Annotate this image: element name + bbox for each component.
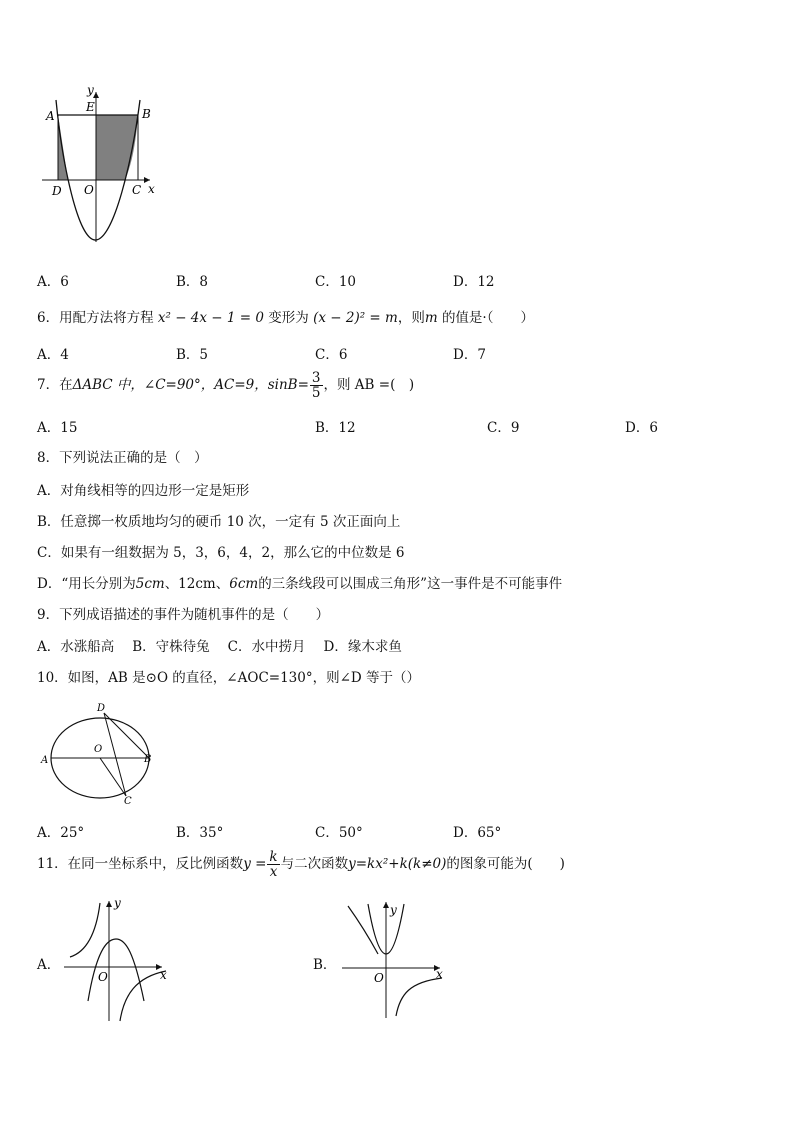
q6-option-d: D．7 [453, 347, 486, 363]
q9-stem: 9．下列成语描述的事件为随机事件的是（ ） [37, 607, 330, 623]
q8-stem: 8．下列说法正确的是（ ） [37, 450, 208, 466]
q7-stem: 7．在ΔABC 中，∠C=90°，AC=9，sinB= $\frac{3}{5}$ ，则 AB =( ) [37, 370, 415, 401]
q5-option-c: C．10 [315, 274, 357, 290]
q10-option-c: C．50° [315, 825, 363, 841]
q10-segment-db [104, 713, 149, 758]
q5-option-d: D．12 [453, 274, 495, 290]
q5-option-b: B．8 [176, 274, 209, 290]
q7-fraction: $\frac{3}{5}$ [311, 370, 321, 401]
q10-label-C: C [124, 796, 132, 806]
q11-b-hyperbola-right [396, 978, 442, 1016]
q9-option-c: C．水中捞月 [227, 639, 306, 655]
q11-a-hyperbola-left [70, 903, 100, 957]
q10-option-d: D．65° [453, 825, 502, 841]
q10-label-D: D [97, 703, 106, 714]
q11-option-b-label: B． [313, 957, 337, 973]
q10-segment-oc [100, 758, 126, 796]
q11-b-label-x: x [436, 967, 443, 981]
q5-label-C: C [132, 183, 142, 197]
q9-option-d: D．缘木求鱼 [323, 639, 402, 655]
q11-b-label-O: O [374, 971, 384, 985]
q8-option-b: B．任意掷一枚质地均匀的硬币 10 次，一定有 5 次正面向上 [37, 514, 401, 530]
q10-label-B: B [144, 754, 152, 765]
q11-fraction: $\frac{k}{x}$ [269, 849, 278, 880]
q11-graph-b [340, 898, 450, 1020]
q9-option-b: B．守株待兔 [132, 639, 210, 655]
q10-label-A: A [41, 755, 49, 766]
q5-parabola-figure [40, 82, 170, 252]
q6-option-b: B．5 [176, 347, 209, 363]
q8-option-d: D．“用长分别为5cm、12cm、6cm的三条线段可以围成三角形”这一事件是不可能事件 [37, 576, 563, 592]
q10-circle-figure [38, 700, 158, 806]
q8-option-a: A．对角线相等的四边形一定是矩形 [37, 483, 250, 499]
q7-option-c: C．9 [487, 420, 520, 436]
q6-equation: x² − 4x − 1 = 0 [157, 310, 264, 326]
q6-option-a: A．4 [37, 347, 69, 363]
q11-graph-a [62, 897, 172, 1023]
q10-stem: 10．如图，AB 是⊙O 的直径，∠AOC=130°，则∠D 等于（） [37, 670, 421, 686]
q11-a-parabola [88, 939, 144, 1001]
q5-label-O: O [84, 183, 94, 197]
q5-label-D: D [52, 184, 62, 198]
q5-shaded-right [96, 115, 138, 180]
q11-b-label-y: y [390, 903, 397, 917]
q10-label-O: O [94, 744, 103, 755]
q11-stem: 11．在同一坐标系中，反比例函数y = $\frac{k}{x}$ 与二次函数y=kx²+k(k≠0)的图象可能为( ) [37, 849, 565, 880]
q5-option-a: A．6 [37, 274, 69, 290]
q5-label-y: y [87, 83, 94, 97]
q5-label-A: A [46, 109, 55, 123]
q5-label-E: E [86, 100, 95, 114]
q6-stem: 6．用配方法将方程 x² − 4x − 1 = 0 变形为 (x − 2)² = m，则m 的值是·（ ） [37, 310, 534, 326]
q10-option-b: B．35° [176, 825, 224, 841]
q8-option-c: C．如果有一组数据为 5，3，6，4，2，那么它的中位数是 6 [37, 545, 405, 561]
q5-label-B: B [142, 107, 151, 121]
q7-option-b: B．12 [315, 420, 356, 436]
q11-a-label-y: y [114, 897, 121, 910]
q11-a-label-x: x [160, 968, 167, 982]
q7-option-d: D．6 [625, 420, 658, 436]
q9-options [37, 635, 402, 655]
q11-a-label-O: O [98, 970, 108, 984]
q11-option-a-label: A． [37, 957, 61, 973]
q10-option-a: A．25° [37, 825, 85, 841]
q9-option-a: A．水涨船高 [37, 639, 115, 655]
q10-segment-dc [104, 713, 126, 796]
q6-option-c: C．6 [315, 347, 348, 363]
q6-form: (x − 2)² = m [313, 310, 398, 326]
q5-label-x: x [148, 182, 155, 196]
q7-option-a: A．15 [37, 420, 78, 436]
